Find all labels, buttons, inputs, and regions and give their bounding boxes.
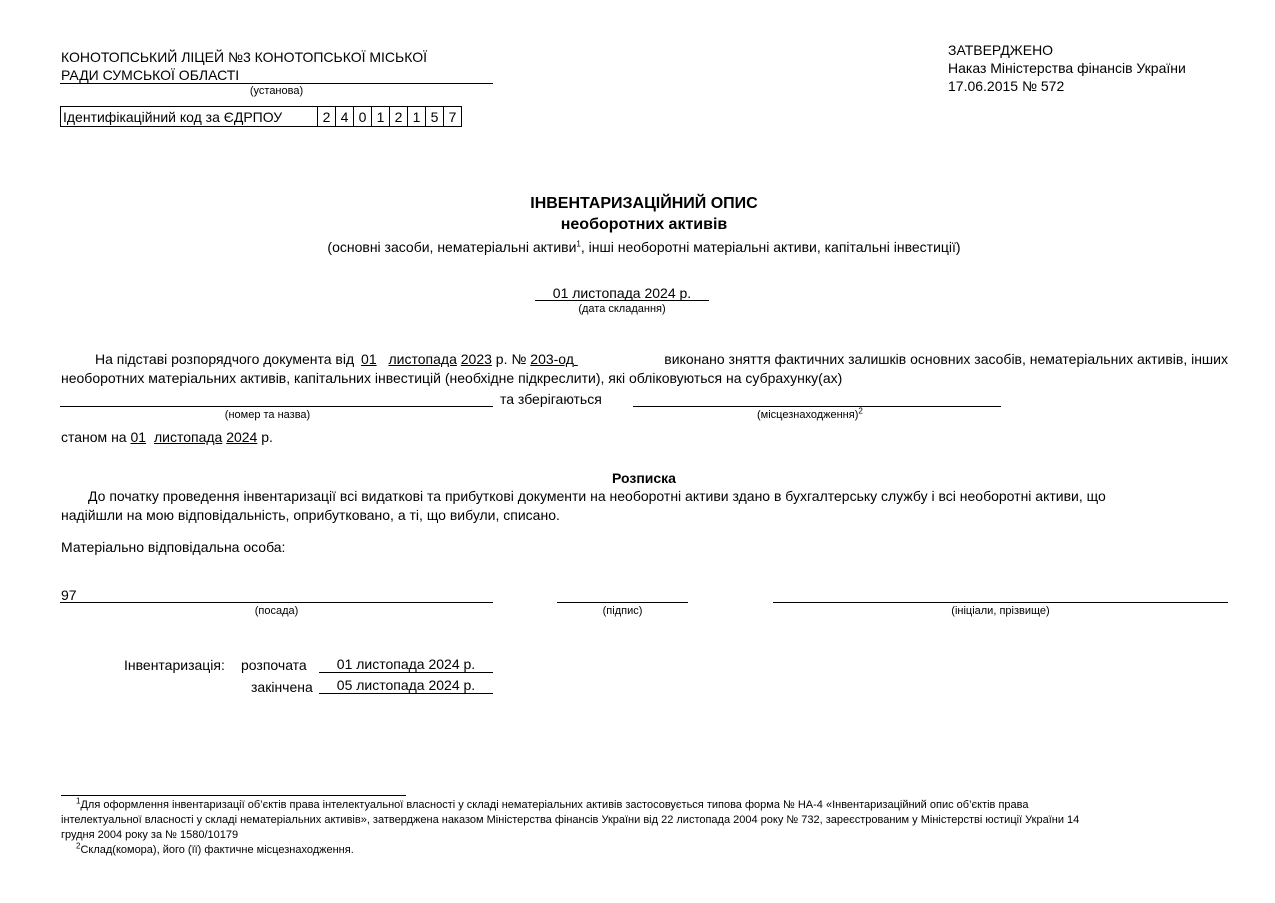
edrpou-digit: 7	[444, 107, 462, 127]
basis-day: 01	[361, 351, 377, 367]
approved-label: ЗАТВЕРДЖЕНО	[948, 42, 1054, 58]
basis-doc-number: 203-од	[530, 351, 574, 367]
approval-block	[948, 41, 1186, 95]
basis-year-suffix: р. №	[495, 351, 527, 367]
name-line	[773, 602, 1228, 603]
inventory-started-label: розпочата	[241, 657, 307, 673]
edrpou-digit: 2	[390, 107, 408, 127]
institution-line1: КОНОТОПСЬКИЙ ЛІЦЕЙ №3 КОНОТОПСЬКОЇ МІСЬКОЇ	[61, 49, 428, 65]
edrpou-digit: 0	[354, 107, 372, 127]
edrpou-label: Ідентифікаційний код за ЄДРПОУ	[61, 107, 318, 127]
as-of-day: 01	[130, 429, 147, 445]
institution-caption: (установа)	[249, 85, 304, 97]
approved-date: 17.06.2015 № 572	[948, 78, 1065, 94]
basis-year: 2023	[460, 351, 492, 367]
as-of-month: листопада	[153, 429, 223, 445]
footnote-2	[61, 843, 1221, 858]
footnote-separator	[61, 795, 406, 796]
edrpou-digit: 2	[318, 107, 336, 127]
footnote-1	[61, 798, 1221, 858]
institution-underline	[60, 83, 493, 84]
receipt-title: Розписка	[612, 470, 676, 486]
basis-month: листопада	[388, 351, 457, 367]
approved-order: Наказ Міністерства фінансів України	[948, 60, 1186, 76]
stored-label: та зберігаються	[500, 391, 602, 407]
responsible-label: Матеріально відповідальна особа:	[61, 539, 286, 555]
edrpou-digit: 1	[372, 107, 390, 127]
document-scope	[0, 239, 1275, 255]
institution-line2: РАДИ СУМСЬКОЇ ОБЛАСТІ	[61, 67, 240, 83]
institution-name	[61, 48, 427, 84]
name-caption: (ініціали, прізвище)	[951, 605, 1050, 617]
document-subtitle: необоротних активів	[560, 216, 728, 233]
signature-caption: (підпис)	[602, 605, 643, 617]
location-line	[633, 406, 1001, 407]
inventory-started-underline	[319, 672, 493, 673]
inventory-label: Інвентаризація:	[124, 657, 225, 673]
inventory-started-date: 01 листопада 2024 р.	[336, 656, 476, 672]
position-caption: (посада)	[254, 605, 299, 617]
footnote-2-text: Склад(комора), його (її) фактичне місцезнаходження.	[80, 844, 354, 856]
as-of-year: 2024	[226, 429, 258, 445]
location-footnote-ref: 2	[858, 406, 863, 416]
footnote-1-marker: 1	[76, 796, 81, 806]
basis-line1-start	[95, 351, 578, 367]
basis-text-start: На підставі розпорядчого документа від	[95, 351, 355, 367]
inventory-finished-label: закінчена	[251, 679, 313, 695]
subaccount-line	[60, 406, 493, 407]
composition-date-underline	[535, 300, 709, 301]
edrpou-table	[60, 106, 462, 127]
receipt-line1: До початку проведення інвентаризації всі видаткові та прибуткові документи на необоротні активи здано в бухгалтерську службу і всі необоротні активи, що	[88, 488, 1106, 504]
subaccount-caption: (номер та назва)	[224, 409, 311, 421]
signature-line	[557, 602, 688, 603]
inventory-finished-underline	[319, 693, 493, 694]
scope-text-part1: (основні засоби, нематеріальні активи	[327, 239, 577, 255]
edrpou-digit: 1	[408, 107, 426, 127]
inventory-finished-date: 05 листопада 2024 р.	[336, 677, 476, 693]
scope-text-part2: , інші необоротні матеріальні активи, капітальні інвестиції)	[580, 239, 961, 255]
as-of-line	[61, 429, 273, 445]
footnote-1-line2: інтелектуальної власності у складі нематеріальних активів», затверджена наказом Міністерства фінансів України від 22 листопада 2004 року № 732, зареєстрованим у Міністерстві юстиції України 14	[61, 814, 1080, 826]
document-title: ІНВЕНТАРИЗАЦІЙНИЙ ОПИС	[530, 195, 758, 212]
basis-line1-rest: виконано зняття фактичних залишків основних засобів, нематеріальних активів, інших	[664, 351, 1228, 367]
as-of-prefix: станом на	[61, 429, 127, 445]
scope-footnote-ref: 1	[576, 239, 581, 249]
location-caption	[757, 406, 863, 421]
receipt-line2: надійшли на мою відповідальність, оприбутковано, а ті, що вибули, списано.	[61, 507, 560, 523]
as-of-suffix: р.	[261, 429, 273, 445]
composition-date-caption: (дата складання)	[578, 303, 666, 315]
composition-date: 01 листопада 2024 р.	[552, 285, 692, 301]
footnote-1-line3: грудня 2004 року за № 1580/10179	[61, 829, 239, 841]
footnote-1-text: Для оформлення інвентаризації об’єктів права інтелектуальної власності у складі нематеріальних активів застосовується типова форма № НА-4 «Інвентаризаційний опис об’єктів права	[80, 799, 1029, 811]
footnote-2-marker: 2	[76, 841, 81, 851]
location-caption-text: (місцезнаходження)	[757, 409, 859, 421]
position-line	[60, 602, 493, 603]
edrpou-digit: 4	[336, 107, 354, 127]
edrpou-digit: 5	[426, 107, 444, 127]
basis-line2: необоротних матеріальних активів, капітальних інвестицій (необхідне підкреслити), які обліковуються на субрахунку(ах)	[61, 370, 843, 386]
position-value: 97	[61, 587, 77, 603]
